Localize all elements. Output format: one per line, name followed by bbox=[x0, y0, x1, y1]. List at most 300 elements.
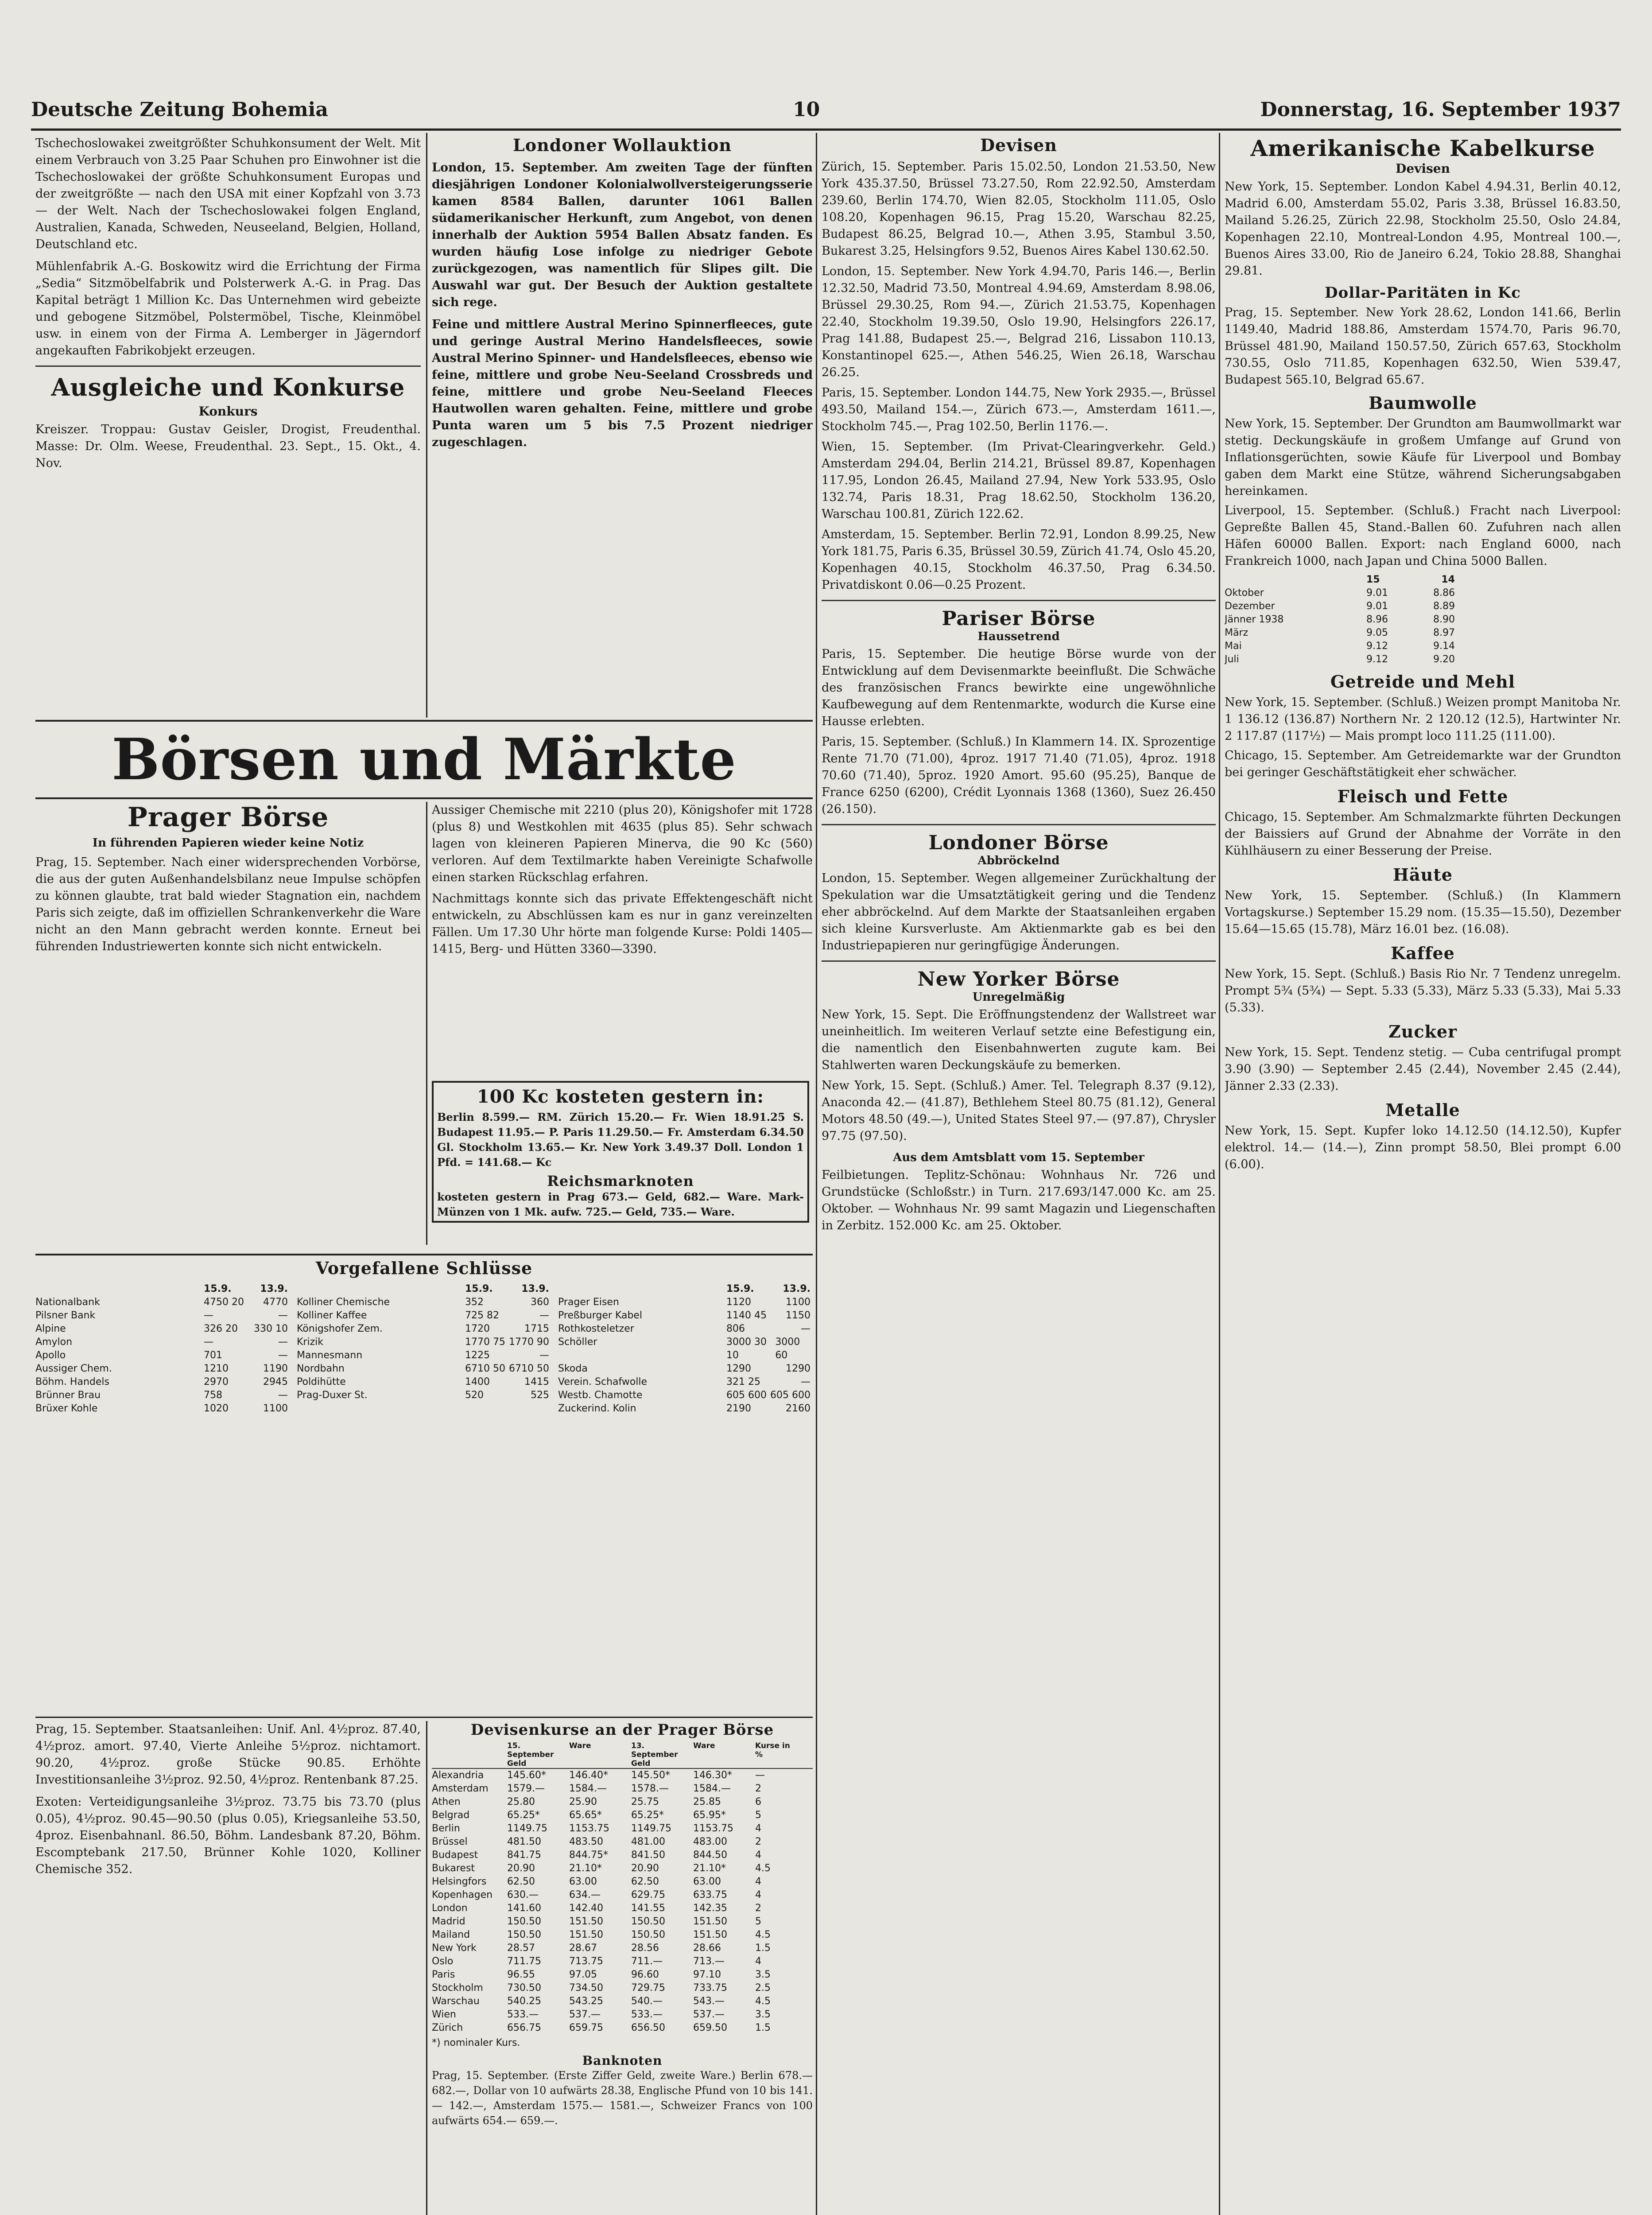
divider bbox=[822, 600, 1216, 601]
fx-header: Kurse in % bbox=[755, 1741, 790, 1759]
table-row bbox=[35, 1349, 288, 1362]
fx-value: 151.50 bbox=[693, 1916, 727, 1927]
month: Juli bbox=[1225, 654, 1239, 665]
fx-row bbox=[432, 1968, 813, 1982]
section-title: Devisen bbox=[980, 135, 1057, 155]
fx-header: Ware bbox=[693, 1741, 715, 1750]
article-prague-market: Prag, 15. September. Nach einer widersprechenden Vorbörse, die aus der guten Außenhandelsbilanz neue Impulse schöpfen zu können glaubte, trat bald wieder Stagnation ein, nachdem Paris sich zeigte, daß im offiziellen Schrankenverkehr die Ware nicht an den Mann gebracht werden konnte. Erneut bei führenden Industriewerten konnte sich nicht entwickeln. bbox=[35, 855, 421, 953]
column-divider bbox=[426, 1721, 427, 2215]
article-state-bonds: Prag, 15. September. Staatsanleihen: Unif. Anl. 4½proz. 87.40, 4½proz. amort. 97.40, Vierte Anleihe 5½proz. nichtamort. 90.20, 4½proz. große Stücke 90.85. Erhöhte Investitionsanleihe 3½proz. 92.50, 4½proz. Rentenbank 87.25. bbox=[35, 1722, 421, 1787]
table-row bbox=[558, 1309, 810, 1322]
stock-value: — bbox=[278, 1350, 288, 1361]
fx-value: 1578.— bbox=[631, 1783, 669, 1794]
table-row bbox=[297, 1389, 549, 1402]
column-3 bbox=[822, 135, 1216, 2215]
stock-name: Zuckerind. Kolin bbox=[558, 1403, 636, 1414]
stock-name: Nordbahn bbox=[297, 1363, 345, 1374]
fx-value: 1584.— bbox=[693, 1783, 731, 1794]
currency-place: Oslo bbox=[432, 1956, 454, 1967]
price: 9.20 bbox=[1433, 654, 1455, 665]
fx-row bbox=[432, 1889, 813, 1902]
fx-header-row bbox=[432, 1741, 813, 1769]
section-title: Metalle bbox=[1385, 1100, 1460, 1120]
currency-place: Zürich bbox=[432, 2022, 463, 2033]
stock-value: 360 bbox=[531, 1297, 549, 1308]
fx-value: 150.50 bbox=[507, 1929, 541, 1940]
date-header: 15.9. bbox=[465, 1283, 493, 1294]
stock-value: 330 10 bbox=[254, 1323, 288, 1334]
fx-value: 4.5 bbox=[755, 1996, 771, 2007]
stock-value: 1770 90 bbox=[509, 1337, 549, 1348]
article-coffee: New York, 15. Sept. (Schluß.) Basis Rio Nr. 7 Tendenz unregelm. Prompt 5¾ (5¾) — Sept. 5.33 (5.33), März 5.33 (5.33), Mai 5.33 (5.33). bbox=[1225, 967, 1621, 1014]
table-rule bbox=[35, 1254, 813, 1255]
fx-london: London, 15. September. New York 4.94.70, Paris 146.—, Berlin 12.32.50, Madrid 73.50, Montreal 4.94.69, Amsterdam 8.98.06, Brüssel 29.30.25, Rom 94.—, Zürich 21.53.75, Kopenhagen 22.40, Stockholm 19.39.50, Oslo 19.90, Helsingfors 226.17, Prag 141.88, Budapest 25.—, Belgrad 216, Lissabon 110.13, Konstantinopel 625.—, Athen 546.25, Wien 26.18, Warschau 26.25. bbox=[822, 264, 1216, 379]
fx-value: 711.75 bbox=[507, 1956, 541, 1967]
fx-row bbox=[432, 1995, 813, 2008]
table-row bbox=[1225, 600, 1455, 613]
fx-value: 4 bbox=[755, 1823, 761, 1834]
section-subtitle: Abbröckelnd bbox=[977, 854, 1060, 867]
section-title: Getreide und Mehl bbox=[1330, 672, 1516, 692]
section-title: Zucker bbox=[1388, 1022, 1458, 1041]
fx-row bbox=[432, 1769, 813, 1782]
stock-value: 725 82 bbox=[465, 1310, 499, 1321]
page-number: 10 bbox=[793, 98, 820, 121]
fx-value: 1153.75 bbox=[569, 1823, 609, 1834]
section-subtitle: Konkurs bbox=[198, 404, 258, 419]
currency-place: Wien bbox=[432, 2009, 456, 2020]
stock-name: Prager Eisen bbox=[558, 1297, 619, 1308]
fx-value: 2 bbox=[755, 1903, 761, 1914]
fx-value: 713.— bbox=[693, 1956, 725, 1967]
section-title: Amerikanische Kabelkurse bbox=[1250, 135, 1595, 161]
stock-name: Verein. Schafwolle bbox=[558, 1376, 648, 1387]
fx-value: 20.90 bbox=[631, 1863, 659, 1874]
month: Oktober bbox=[1225, 587, 1264, 598]
fx-value: 713.75 bbox=[569, 1956, 603, 1967]
fx-value: 533.— bbox=[507, 2009, 539, 2020]
fx-row bbox=[432, 1928, 813, 1942]
stock-value: 6710 50 bbox=[465, 1363, 505, 1374]
table-row bbox=[297, 1296, 549, 1309]
fx-value: 4.5 bbox=[755, 1929, 771, 1940]
date-header: 13.9. bbox=[783, 1283, 810, 1294]
fx-value: 2 bbox=[755, 1836, 761, 1847]
fx-row bbox=[432, 1902, 813, 1915]
fx-value: 4 bbox=[755, 1850, 761, 1861]
price: 8.89 bbox=[1433, 601, 1455, 612]
article-banknotes: Prag, 15. September. (Erste Ziffer Geld, zweite Ware.) Berlin 678.— 682.—, Dollar von 10 aufwärts 28.38, Englische Pfund von 10 bis 141.— 142.—, Amsterdam 1575.— 1581.—, Schweizer Francs von 100 aufwärts 654.— 659.—. bbox=[432, 2069, 813, 2127]
fx-header bbox=[432, 1741, 507, 1768]
article-hides: New York, 15. September. (Schluß.) (In Klammern Vortagskurse.) September 15.29 nom. (15.35—15.50), Dezember 15.64—15.65 (15.78), März 16.01 bez. (16.08). bbox=[1225, 889, 1621, 936]
fx-header: 15. September Geld bbox=[507, 1741, 554, 1768]
table-row bbox=[1225, 626, 1455, 640]
date-line: Donnerstag, 16. September 1937 bbox=[1260, 98, 1621, 121]
main-section-title: Börsen und Märkte bbox=[112, 727, 737, 793]
article-grain-ny: New York, 15. September. (Schluß.) Weizen prompt Manitoba Nr. 1 136.12 (136.87) Northern Nr. 2 120.12 (12.5), Hartwinter Nr. 2 117.87 (117½) — Mais prompt loco 111.25 (111.00). bbox=[1225, 696, 1621, 743]
article-paris-closing: Paris, 15. September. (Schluß.) In Klammern 14. IX. Sprozentige Rente 71.70 (71.00), 4proz. 1917 71.40 (71.05), 4proz. 1918 70.60 (71.40), 5proz. 1920 Amort. 95.60 (95.25), Banque de France 6250 (6200), Crédit Lyonnais 1368 (1360), Suez 26.450 (26.150). bbox=[822, 735, 1216, 816]
article-official-gazette: Feilbietungen. Teplitz-Schönau: Wohnhaus Nr. 726 und Grundstücke (Schloßstr.) in Turn. 217.693/147.000 Kc. am 25. Oktober. — Wohnhaus Nr. 99 samt Magazin und Liegenschaften in Zerbitz. 152.000 Kc. am 25. Oktober. bbox=[822, 1168, 1216, 1232]
price: 9.12 bbox=[1366, 654, 1388, 665]
table-row bbox=[35, 1402, 288, 1415]
fx-row bbox=[432, 2021, 813, 2035]
table-row bbox=[35, 1362, 288, 1376]
fx-row bbox=[432, 1782, 813, 1795]
fx-value: 841.75 bbox=[507, 1850, 541, 1861]
table-row bbox=[1225, 640, 1455, 653]
stock-value: 806 bbox=[726, 1323, 745, 1334]
box-title: 100 Kc kosteten gestern in: bbox=[477, 1086, 764, 1107]
currency-place: Kopenhagen bbox=[432, 1889, 493, 1900]
fx-value: 28.57 bbox=[507, 1943, 535, 1954]
table-row bbox=[558, 1402, 810, 1415]
fx-value: 4.5 bbox=[755, 1863, 771, 1874]
stock-name: Alpine bbox=[35, 1323, 66, 1334]
price: 8.96 bbox=[1366, 614, 1388, 625]
date-header: 15.9. bbox=[726, 1283, 754, 1294]
currency-place: Bukarest bbox=[432, 1863, 475, 1874]
table-row bbox=[35, 1309, 288, 1322]
fx-value: 145.50* bbox=[631, 1770, 670, 1781]
fx-value: 96.55 bbox=[507, 1969, 535, 1980]
fx-note: *) nominaler Kurs. bbox=[432, 2037, 520, 2048]
fx-value: 151.50 bbox=[693, 1929, 727, 1940]
fx-value: 25.85 bbox=[693, 1796, 721, 1807]
price: 9.05 bbox=[1366, 627, 1388, 638]
stock-name: Brüxer Kohle bbox=[35, 1403, 98, 1414]
stock-name: Mannesmann bbox=[297, 1350, 363, 1361]
fx-row bbox=[432, 1849, 813, 1862]
section-title: Ausgleiche und Konkurse bbox=[51, 373, 405, 401]
article-meat: Chicago, 15. September. Am Schmalzmarkte führten Deckungen der Baissiers auf Grund der Abnahme der Vorräte in den Kühlhäusern zu einer Besserung der Preise. bbox=[1225, 810, 1621, 858]
table-row bbox=[558, 1296, 810, 1309]
fx-value: 146.30* bbox=[693, 1770, 732, 1781]
stock-name: Kolliner Chemische bbox=[297, 1297, 390, 1308]
fx-value: 4 bbox=[755, 1889, 761, 1900]
fx-value: 6 bbox=[755, 1796, 761, 1807]
table-row bbox=[558, 1336, 810, 1362]
fx-value: 540.25 bbox=[507, 1996, 541, 2007]
fx-amsterdam: Amsterdam, 15. September. Berlin 72.91, London 8.99.25, New York 181.75, Paris 6.35, Brüssel 30.59, Zürich 41.74, Oslo 45.20, Kopenhagen 40.15, Stockholm 46.37.50, Prag 6.34.50. Privatdiskont 0.06—0.25 Prozent. bbox=[822, 528, 1216, 592]
article-newyork: New York, 15. Sept. Die Eröffnungstendenz der Wallstreet war uneinheitlich. Im weiteren Verlauf setzte eine Befestigung ein, die namentlich den Eisenbahnwerten zugute kam. Bei Stahlwerten waren Deckungskäufe zu bemerken. bbox=[822, 1008, 1216, 1072]
fx-row bbox=[432, 1955, 813, 1968]
section-title: New Yorker Börse bbox=[917, 968, 1120, 991]
fx-value: 633.75 bbox=[693, 1889, 727, 1900]
table-column-b bbox=[297, 1282, 549, 1402]
fx-value: 481.50 bbox=[507, 1836, 541, 1847]
fx-value: 21.10* bbox=[693, 1863, 726, 1874]
table-header: 15 bbox=[1366, 574, 1380, 585]
fx-value: 96.60 bbox=[631, 1969, 659, 1980]
stock-value: — bbox=[801, 1323, 810, 1334]
masthead: Deutsche Zeitung Bohemia bbox=[31, 98, 328, 121]
article-wool-grades: Feine und mittlere Austral Merino Spinnerfleeces, gute und geringe Austral Merino Handelsfleeces, sowie Austral Merino Spinner- und Handelsfleeces, ebenso wie feine, mittlere und grobe Neu-Seeland Crossbreds und feine, mittlere und grobe Neu-Seeland Fleeces Hautwollen waren gehalten. Feine, mittlere und grobe Punta waren um 5 bis 7.5 Prozent niedriger zugeschlagen. bbox=[432, 318, 813, 449]
stock-name: Nationalbank bbox=[35, 1297, 100, 1308]
fx-row bbox=[432, 1875, 813, 1889]
currency-place: Alexandria bbox=[432, 1770, 484, 1781]
stock-value: 605 600 bbox=[726, 1390, 767, 1401]
table-title: Vorgefallene Schlüsse bbox=[315, 1258, 533, 1278]
dollar-parities: Prag, 15. September. New York 28.62, London 141.66, Berlin 1149.40, Madrid 188.86, Amsterdam 1574.70, Paris 96.70, Brüssel 481.90, Mailand 150.57.50, Zürich 657.63, Stockholm 730.55, Oslo 711.85, Kopenhagen 632.50, Wien 539.47, Budapest 565.10, Belgrad 65.67. bbox=[1225, 306, 1621, 387]
fx-row bbox=[432, 1795, 813, 1809]
fx-value: 1.5 bbox=[755, 2022, 771, 2033]
fx-value: 543.— bbox=[693, 1996, 725, 2007]
fx-value: 733.75 bbox=[693, 1982, 727, 1994]
currency-place: Mailand bbox=[432, 1929, 470, 1940]
table-row bbox=[35, 1296, 288, 1309]
date-header: 13.9. bbox=[521, 1283, 549, 1294]
fx-value: 97.10 bbox=[693, 1969, 721, 1980]
fx-value: 844.50 bbox=[693, 1850, 727, 1861]
fx-value: 540.— bbox=[631, 1996, 663, 2007]
fx-value: 62.50 bbox=[631, 1876, 659, 1887]
section-title: Londoner Börse bbox=[928, 832, 1109, 854]
table-header: 14 bbox=[1441, 574, 1455, 585]
fx-header: 13. September Geld bbox=[631, 1741, 678, 1768]
fx-value: 63.00 bbox=[693, 1876, 721, 1887]
stock-value: 2945 bbox=[263, 1376, 288, 1387]
stock-name: Krizik bbox=[297, 1337, 323, 1348]
fx-value: 65.95* bbox=[693, 1810, 726, 1821]
article-sugar: New York, 15. Sept. Tendenz stetig. — Cuba centrifugal prompt 3.90 (3.90) — September 2.45 (2.44), November 2.45 (2.44), Jänner 2.33 (2.33). bbox=[1225, 1045, 1621, 1093]
column-divider bbox=[426, 133, 427, 718]
article-prague-afternoon: Nachmittags konnte sich das private Effektengeschäft nicht entwickeln, zu Abschlüssen kam es nur in ganz vereinzelten Fällen. Um 17.30 Uhr hörte man folgende Kurse: Poldi 1405—1415, Berg- und Hütten 3360—3390. bbox=[432, 892, 813, 956]
fx-value: 1584.— bbox=[569, 1783, 607, 1794]
stock-value: 605 600 bbox=[770, 1390, 810, 1401]
fx-value: 537.— bbox=[569, 2009, 601, 2020]
section-subtitle: Devisen bbox=[1396, 161, 1450, 176]
table-row bbox=[35, 1322, 288, 1336]
price: 9.01 bbox=[1366, 587, 1388, 598]
stock-value: 1400 bbox=[465, 1376, 490, 1387]
column-2 bbox=[432, 135, 813, 715]
fx-value: 62.50 bbox=[507, 1876, 535, 1887]
box-reichsmark: kosteten gestern in Prag 673.— Geld, 682.— Ware. Mark-Münzen von 1 Mk. aufw. 725.— Geld, 735.— Ware. bbox=[437, 1190, 804, 1218]
fx-row bbox=[432, 1809, 813, 1822]
article-prague-continued: Aussiger Chemische mit 2210 (plus 20), Königshofer mit 1728 (plus 8) und Westkohlen mit 4635 (plus 85). Sehr schwach lagen von kleineren Papieren Minerva, die 90 Kc (560) verloren. Auf dem Textilmarkte haben Vereinigte Schafwolle einen starken Rückschlag erfahren. bbox=[432, 803, 813, 884]
article-wool-auction: London, 15. September. Am zweiten Tage der fünften diesjährigen Londoner Kolonialwollversteigerungsserie kamen 8584 Ballen, darunter 1061 Ballen südamerikanischer Herkunft, zum Angebot, von denen innerhalb der Auktion 5954 Ballen Absatz fanden. Es wurden häufig Lose infolge zu niedriger Gebote zurückgezogen, was namentlich für Slipes gilt. Die Auswahl war gut. Der Besuch der Auktion gestaltete sich rege. bbox=[432, 161, 813, 309]
fx-value: 1153.75 bbox=[693, 1823, 733, 1834]
fx-row bbox=[432, 1942, 813, 1955]
stock-value: 525 bbox=[531, 1390, 549, 1401]
fx-value: 2.5 bbox=[755, 1982, 771, 1994]
price: 9.01 bbox=[1366, 601, 1388, 612]
stock-value: — bbox=[539, 1350, 549, 1361]
fx-value: 1149.75 bbox=[631, 1823, 671, 1834]
section-subtitle: In führenden Papieren wieder keine Notiz bbox=[92, 836, 364, 850]
fx-zurich: Zürich, 15. September. Paris 15.02.50, London 21.53.50, New York 435.37.50, Brüssel 73.27.50, Rom 22.92.50, Amsterdam 239.60, Berlin 174.70, Wien 82.05, Stockholm 111.05, Oslo 108.20, Kopenhagen 96.15, Prag 15.20, Warschau 82.25, Budapest 86.25, Belgrad 10.—, Athen 3.95, Stambul 3.50, Bukarest 3.25, Helsingfors 9.52, Buenos Aires Kabel 130.62.50. bbox=[822, 160, 1216, 258]
stock-value: 701 bbox=[204, 1350, 222, 1361]
stock-name: Pilsner Bank bbox=[35, 1310, 96, 1321]
stock-value: 1100 bbox=[786, 1297, 810, 1308]
fx-row bbox=[432, 1915, 813, 1928]
fx-value: 533.— bbox=[631, 2009, 663, 2020]
currency-place: Warschau bbox=[432, 1996, 480, 2007]
column-4 bbox=[1225, 135, 1621, 2215]
fx-value: 841.50 bbox=[631, 1850, 665, 1861]
closing-prices-table bbox=[35, 1282, 813, 1601]
table-row bbox=[297, 1376, 549, 1389]
stock-value: — bbox=[204, 1337, 213, 1348]
fx-value: 5 bbox=[755, 1916, 761, 1927]
fx-value: 28.56 bbox=[631, 1943, 659, 1954]
section-title: Dollar-Paritäten in Kc bbox=[1325, 284, 1521, 302]
fx-value: 656.75 bbox=[507, 2022, 541, 2033]
section-title: Fleisch und Fette bbox=[1337, 786, 1509, 806]
prager-boerse-column bbox=[35, 802, 421, 1249]
column-divider bbox=[1219, 133, 1220, 2215]
divider bbox=[35, 365, 421, 367]
stock-value: — bbox=[278, 1337, 288, 1348]
header-rule bbox=[31, 128, 1621, 131]
fx-value: 142.35 bbox=[693, 1903, 727, 1914]
section-subtitle: Unregelmäßig bbox=[972, 991, 1065, 1004]
bonds-column bbox=[35, 1721, 421, 2215]
month: März bbox=[1225, 627, 1249, 638]
stock-name: Brünner Brau bbox=[35, 1390, 101, 1401]
currency-place: Athen bbox=[432, 1796, 461, 1807]
date-header: 15.9. bbox=[204, 1283, 232, 1294]
fx-row bbox=[432, 1835, 813, 1849]
stock-value: 352 bbox=[465, 1297, 484, 1308]
price: 9.12 bbox=[1366, 641, 1388, 652]
stock-value: 1770 75 bbox=[465, 1337, 505, 1348]
table-row bbox=[1225, 587, 1455, 600]
article-grain-chicago: Chicago, 15. September. Am Getreidemarkte war der Grundton bei geringer Geschäftstätigkeit eher schwächer. bbox=[1225, 749, 1621, 779]
stock-value: 326 20 bbox=[204, 1323, 238, 1334]
fx-value: 65.65* bbox=[569, 1810, 602, 1821]
stock-value: 2970 bbox=[204, 1376, 229, 1387]
stock-name: Schöller bbox=[558, 1337, 597, 1348]
table-row bbox=[558, 1362, 810, 1376]
fx-value: 20.90 bbox=[507, 1863, 535, 1874]
divider bbox=[822, 960, 1216, 962]
stock-name: Preßburger Kabel bbox=[558, 1310, 643, 1321]
stock-value: 1150 bbox=[786, 1310, 810, 1321]
fx-value: 659.75 bbox=[569, 2022, 603, 2033]
table-row bbox=[1225, 653, 1455, 666]
fx-value: 28.67 bbox=[569, 1943, 597, 1954]
fx-value: 634.— bbox=[569, 1889, 601, 1900]
stock-value: 3000 60 bbox=[775, 1337, 800, 1361]
table-row bbox=[35, 1389, 288, 1402]
kc-box bbox=[432, 1081, 809, 1223]
section-subtitle: Banknoten bbox=[582, 2053, 663, 2068]
stock-name: Rothkosteletzer bbox=[558, 1323, 634, 1334]
fx-value: 1149.75 bbox=[507, 1823, 547, 1834]
fx-value: 63.00 bbox=[569, 1876, 597, 1887]
table-title: Devisenkurse an der Prager Börse bbox=[470, 1721, 774, 1739]
fx-value: 150.50 bbox=[631, 1929, 665, 1940]
cotton-table bbox=[1225, 573, 1455, 666]
fx-value: 659.50 bbox=[693, 2022, 727, 2033]
table-row bbox=[35, 1336, 288, 1349]
page-header bbox=[31, 98, 1621, 125]
us-cable-rates: New York, 15. September. London Kabel 4.94.31, Berlin 40.12, Madrid 6.00, Amsterdam 55.02, Paris 3.38, Brüssel 16.83.50, Mailand 5.26.25, Zürich 22.98, Stockholm 25.50, Oslo 24.84, Kopenhagen 22.10, Montreal-London 4.95, Montreal 100.—, Buenos Aires 33.00, Rio de Janeiro 6.24, Tokio 28.88, Shanghai 29.81. bbox=[1225, 180, 1621, 278]
article-london: London, 15. September. Wegen allgemeiner Zurückhaltung der Spekulation war die Umsatztätigkeit gering und die Tendenz eher abbröckelnd. Auf dem Markte der Staatsanleihen ergaben sich kleine Kursverluste. Am Aktienmarkte gab es bei den Industriepapieren nur geringfügige Änderungen. bbox=[822, 871, 1216, 952]
fx-value: 150.50 bbox=[507, 1916, 541, 1927]
section-title: Baumwolle bbox=[1369, 393, 1477, 413]
fx-value: 5 bbox=[755, 1810, 761, 1821]
section-title: Prager Börse bbox=[127, 802, 329, 833]
table-row bbox=[558, 1322, 810, 1336]
stock-value: 1020 bbox=[204, 1403, 229, 1414]
stock-value: — bbox=[204, 1310, 213, 1321]
fx-paris: Paris, 15. September. London 144.75, New York 2935.—, Brüssel 493.50, Mailand 154.—, Zürich 673.—, Amsterdam 1611.—, Stockholm 745.—, Prag 102.50, Berlin 1176.—. bbox=[822, 386, 1216, 433]
stock-name: Skoda bbox=[558, 1363, 588, 1374]
price: 8.86 bbox=[1433, 587, 1455, 598]
article-cotton: New York, 15. September. Der Grundton am Baumwollmarkt war stetig. Deckungskäufe in großem Umfange auf Grund von Inflationsgerüchten, sowie Käufe für Liverpool und Bombay gaben dem Markt eine Stütze, während Sicherungsabgaben hereinkamen. bbox=[1225, 417, 1621, 498]
fx-value: 28.66 bbox=[693, 1943, 721, 1954]
fx-value: 1579.— bbox=[507, 1783, 545, 1794]
currency-place: Belgrad bbox=[432, 1810, 470, 1821]
stock-value: 1720 bbox=[465, 1323, 490, 1334]
article-cotton-liverpool: Liverpool, 15. September. (Schluß.) Fracht nach Liverpool: Gepreßte Ballen 45, Stand.-Ballen 60. Zufuhren nach allen Häfen 60000 Ballen. Export: nach England 6000, nach Frankreich 1000, nach Japan und China 5000 Ballen. bbox=[1225, 504, 1621, 568]
stock-value: — bbox=[801, 1376, 810, 1387]
fx-value: 97.05 bbox=[569, 1969, 597, 1980]
fx-value: 151.50 bbox=[569, 1929, 603, 1940]
stock-name: Poldihütte bbox=[297, 1376, 346, 1387]
stock-name: Kolliner Kaffee bbox=[297, 1310, 367, 1321]
table-row bbox=[297, 1336, 549, 1349]
stock-value: 1210 bbox=[204, 1363, 229, 1374]
fx-value: 4 bbox=[755, 1876, 761, 1887]
fx-value: 629.75 bbox=[631, 1889, 665, 1900]
article-furniture-factory: Mühlenfabrik A.-G. Boskowitz wird die Errichtung der Firma „Sedia“ Sitzmöbelfabrik und Polsterwerk A.-G. in Prag. Das Kapital beträgt 1 Million Kc. Das Unternehmen wird gebeizte und gebogene Sitzmöbel, Polstermöbel, Tische, Kleinmöbel usw. in einem von der Firma A. Lemberger in Jägerndorf angekauften Fabrikobjekt erzeugen. bbox=[35, 260, 421, 358]
stock-value: 1120 bbox=[726, 1297, 751, 1308]
fx-value: 141.60 bbox=[507, 1903, 541, 1914]
fx-value: — bbox=[755, 1770, 765, 1781]
stock-name: Königshofer Zem. bbox=[297, 1323, 383, 1334]
fx-value: 142.40 bbox=[569, 1903, 603, 1914]
section-subtitle: Aus dem Amtsblatt vom 15. September bbox=[893, 1151, 1144, 1164]
currency-place: New York bbox=[432, 1943, 477, 1954]
fx-value: 630.— bbox=[507, 1889, 539, 1900]
stock-value: 3000 30 10 bbox=[726, 1337, 767, 1361]
fx-value: 537.— bbox=[693, 2009, 725, 2020]
prague-fx-table bbox=[432, 1721, 813, 2215]
stock-value: 2190 bbox=[726, 1403, 751, 1414]
currency-place: Brüssel bbox=[432, 1836, 468, 1847]
stock-name: Prag-Duxer St. bbox=[297, 1390, 368, 1401]
stock-value: 1190 bbox=[263, 1363, 288, 1374]
fx-value: 2 bbox=[755, 1783, 761, 1794]
currency-place: London bbox=[432, 1903, 468, 1914]
month: Jänner 1938 bbox=[1225, 614, 1284, 625]
fx-value: 151.50 bbox=[569, 1916, 603, 1927]
stock-name: Amylon bbox=[35, 1337, 73, 1348]
prager-boerse-continued bbox=[432, 802, 813, 1076]
fx-value: 481.00 bbox=[631, 1836, 665, 1847]
fx-value: 483.50 bbox=[569, 1836, 603, 1847]
fx-value: 1.5 bbox=[755, 1943, 771, 1954]
table-row bbox=[297, 1362, 549, 1376]
stock-name: Westb. Chamotte bbox=[558, 1390, 643, 1401]
fx-row bbox=[432, 2008, 813, 2021]
month: Dezember bbox=[1225, 601, 1275, 612]
fx-row bbox=[432, 1822, 813, 1835]
table-row bbox=[297, 1322, 549, 1336]
fx-row bbox=[432, 1982, 813, 1995]
fx-value: 150.50 bbox=[631, 1916, 665, 1927]
fx-value: 146.40* bbox=[569, 1770, 608, 1781]
section-title: Häute bbox=[1393, 865, 1453, 885]
section-title: Kaffee bbox=[1391, 943, 1455, 963]
currency-place: Budapest bbox=[432, 1850, 478, 1861]
table-row bbox=[297, 1309, 549, 1322]
column-divider bbox=[426, 802, 427, 1245]
date-header: 13.9. bbox=[260, 1283, 288, 1294]
